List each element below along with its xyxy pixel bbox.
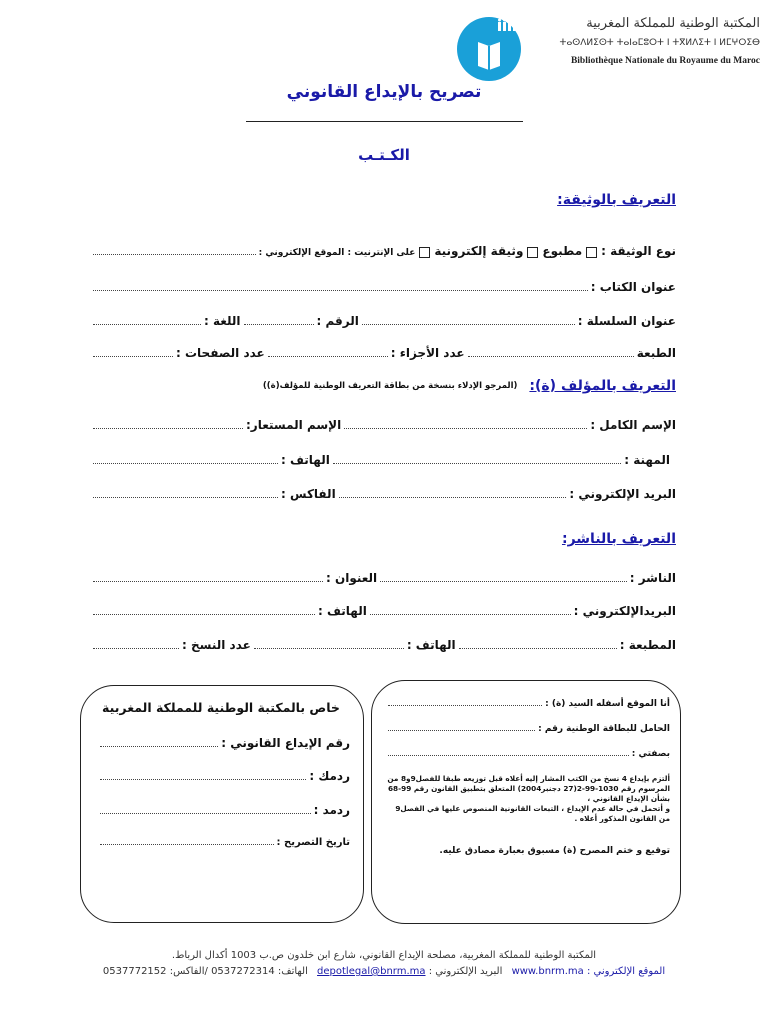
copies-label: عدد النسخ : — [182, 638, 251, 652]
pledge-line-3: بشأن الإيداع القانوني ، — [587, 794, 670, 803]
publisher-phone-field[interactable] — [93, 613, 315, 615]
signer-field[interactable] — [388, 704, 542, 706]
full-name-row — [90, 414, 676, 432]
signature-instruction: توقيع و ختم المصرح (ة) مسبوق بعبارة مصادق عليه. — [439, 846, 670, 856]
library-name-tifinagh: ⵜⴰⵙⴷⵍⵉⵙⵜ ⵜⴰⵏⴰⵎⵓⵔⵜ ⵏ ⵜⴳⵍⴷⵉⵜ ⵏ ⵍⵎⵖⵔⵉⴱ — [559, 38, 760, 48]
printer-label: المطبعة : — [619, 638, 676, 652]
page-subtitle: الكـتـب — [358, 146, 410, 164]
language-field[interactable] — [93, 323, 201, 325]
library-name-ar: المكتبة الوطنية للمملكة المغربية — [586, 16, 760, 31]
email-label: البريد الإلكتروني : — [428, 966, 503, 977]
book-title-row — [90, 276, 676, 294]
online-option-label: على الإنترنيت : الموقع الإلكتروني : — [258, 248, 416, 258]
website-link[interactable]: www.bnrm.ma — [511, 966, 584, 977]
author-section-heading: التعريف بالمؤلف (ة): — [529, 378, 676, 394]
doc-section-heading: التعريف بالوثيقة: — [557, 192, 676, 208]
publisher-email-label: البريدالإلكتروني : — [573, 604, 676, 618]
doc-type-label: نوع الوثيقة : — [601, 244, 676, 258]
declaration-date-row — [100, 837, 350, 848]
profession-row — [90, 449, 676, 467]
author-phone-label: الهاتف : — [281, 453, 330, 467]
printer-phone-label: الهاتف : — [406, 638, 456, 652]
library-box-title: خاص بالمكتبة الوطنية للمملكة المغربية — [102, 700, 340, 715]
printer-row — [90, 634, 676, 652]
issn2-row — [100, 803, 350, 817]
website-label: الموقع الإلكتروني : — [586, 966, 666, 977]
page-title: تصريح بالإيداع القانوني — [286, 82, 482, 102]
signer-row — [388, 699, 670, 709]
deposit-number-row — [100, 736, 350, 750]
declaration-date-field[interactable] — [100, 843, 274, 845]
book-title-label: عنوان الكتاب : — [590, 280, 676, 294]
issn-row — [100, 769, 350, 783]
id-card-label: الحامل للبطاقة الوطنية رقم : — [538, 724, 670, 734]
book-title-field[interactable] — [93, 289, 588, 291]
printer-phone-field[interactable] — [254, 647, 404, 649]
number-field[interactable] — [244, 323, 314, 325]
deposit-number-label: رقم الإيداع القانوني : — [221, 736, 350, 750]
email-link[interactable]: depotlegal@bnrm.ma — [317, 966, 426, 977]
footer-address: المكتبة الوطنية للمملكة المغربية، مصلحة الإيداع القانوني، شارع ابن خلدون ص.ب 1003 أكدال الرباط. — [171, 950, 597, 961]
author-email-row — [90, 483, 676, 501]
footer-contacts — [0, 966, 768, 977]
profession-field[interactable] — [333, 462, 621, 464]
author-fax-field[interactable] — [93, 496, 278, 498]
publisher-phone-label: الهاتف : — [318, 604, 367, 618]
publisher-section-heading: التعريف بالناشر: — [561, 531, 676, 547]
issn2-label: ردمد : — [313, 803, 350, 817]
author-fax-label: الفاكس : — [281, 487, 336, 501]
profession-label: المهنة : — [624, 453, 670, 467]
issn-label: ردمك : — [309, 769, 350, 783]
phone-text: الهاتف: 0537272314 — [211, 966, 308, 977]
copies-field[interactable] — [93, 647, 179, 649]
declaration-date-label: تاريخ التصريح : — [276, 837, 350, 848]
volumes-field[interactable] — [268, 355, 388, 357]
pledge-line-5: من القانون المذكور أعلاه . — [574, 814, 670, 823]
publisher-email-field[interactable] — [370, 613, 571, 615]
publisher-row — [90, 567, 676, 585]
publisher-email-row — [90, 600, 676, 618]
series-title-label: عنوان السلسلة : — [577, 314, 676, 328]
issn2-field[interactable] — [100, 812, 311, 814]
author-heading-row — [263, 378, 676, 394]
address-label: العنوان : — [326, 571, 378, 585]
library-logo-icon — [454, 16, 524, 82]
author-note: (المرجو الإدلاء بنسخة من بطاقة التعريف الوطنية للمؤلف(ة)) — [262, 381, 518, 391]
edition-row — [90, 342, 676, 360]
number-label: الرقم : — [316, 314, 359, 328]
printer-field[interactable] — [459, 647, 617, 649]
language-label: اللغة : — [204, 314, 241, 328]
series-row — [90, 310, 676, 328]
id-card-field[interactable] — [388, 729, 535, 731]
edition-field[interactable] — [468, 355, 634, 357]
electronic-checkbox[interactable] — [527, 247, 538, 258]
author-email-field[interactable] — [339, 496, 567, 498]
series-title-field[interactable] — [362, 323, 575, 325]
print-checkbox[interactable] — [586, 247, 597, 258]
print-option-label: مطبوع — [542, 244, 583, 258]
address-field[interactable] — [93, 580, 323, 582]
header — [440, 10, 760, 80]
title-rule — [246, 121, 523, 122]
pledge-line-1: ألتزم بإيداع 4 نسخ من الكتب المشار إليه أعلاه قبل توزيعه طبقا للفصل9و8 من — [387, 774, 670, 783]
edition-label: الطبعة — [636, 346, 676, 360]
volumes-label: عدد الأجزاء : — [390, 346, 465, 360]
capacity-field[interactable] — [388, 754, 629, 756]
author-email-label: البريد الإلكتروني : — [569, 487, 676, 501]
doc-type-row — [90, 240, 676, 258]
library-name-fr: Bibliothèque Nationale du Royaume du Maroc — [570, 56, 760, 66]
author-phone-field[interactable] — [93, 462, 278, 464]
pages-field[interactable] — [93, 355, 173, 357]
capacity-row — [388, 749, 670, 759]
website-field[interactable] — [93, 253, 256, 255]
publisher-label: الناشر : — [629, 571, 676, 585]
capacity-label: بصفتي : — [631, 749, 670, 759]
signer-label: أنا الموقع أسفله السيد (ة) : — [545, 699, 670, 709]
full-name-field[interactable] — [344, 427, 587, 429]
pages-label: عدد الصفحات : — [176, 346, 265, 360]
pledge-line-2: المرسوم رقم 1030-99-2(27 دجنبر2004) المتعلق بتطبيق القانون رقم 99-68 — [387, 784, 670, 793]
pledge-line-4: و أتحمل في حالة عدم الإيداع ، التبعات القانونية المنصوص عليها في الفصل9 — [395, 804, 670, 813]
fax-text: /الفاكس: 0537772152 — [102, 966, 208, 977]
deposit-number-field[interactable] — [100, 745, 218, 747]
online-checkbox[interactable] — [419, 247, 430, 258]
id-card-row — [388, 724, 670, 734]
full-name-label: الإسم الكامل : — [590, 418, 676, 432]
electronic-option-label: وثيقة إلكترونية — [434, 244, 524, 258]
publisher-field[interactable] — [380, 580, 627, 582]
issn-field[interactable] — [100, 778, 306, 780]
pseudonym-field[interactable] — [93, 427, 243, 429]
pledge-text — [380, 774, 670, 824]
pseudonym-label: الإسم المستعار: — [246, 418, 342, 432]
